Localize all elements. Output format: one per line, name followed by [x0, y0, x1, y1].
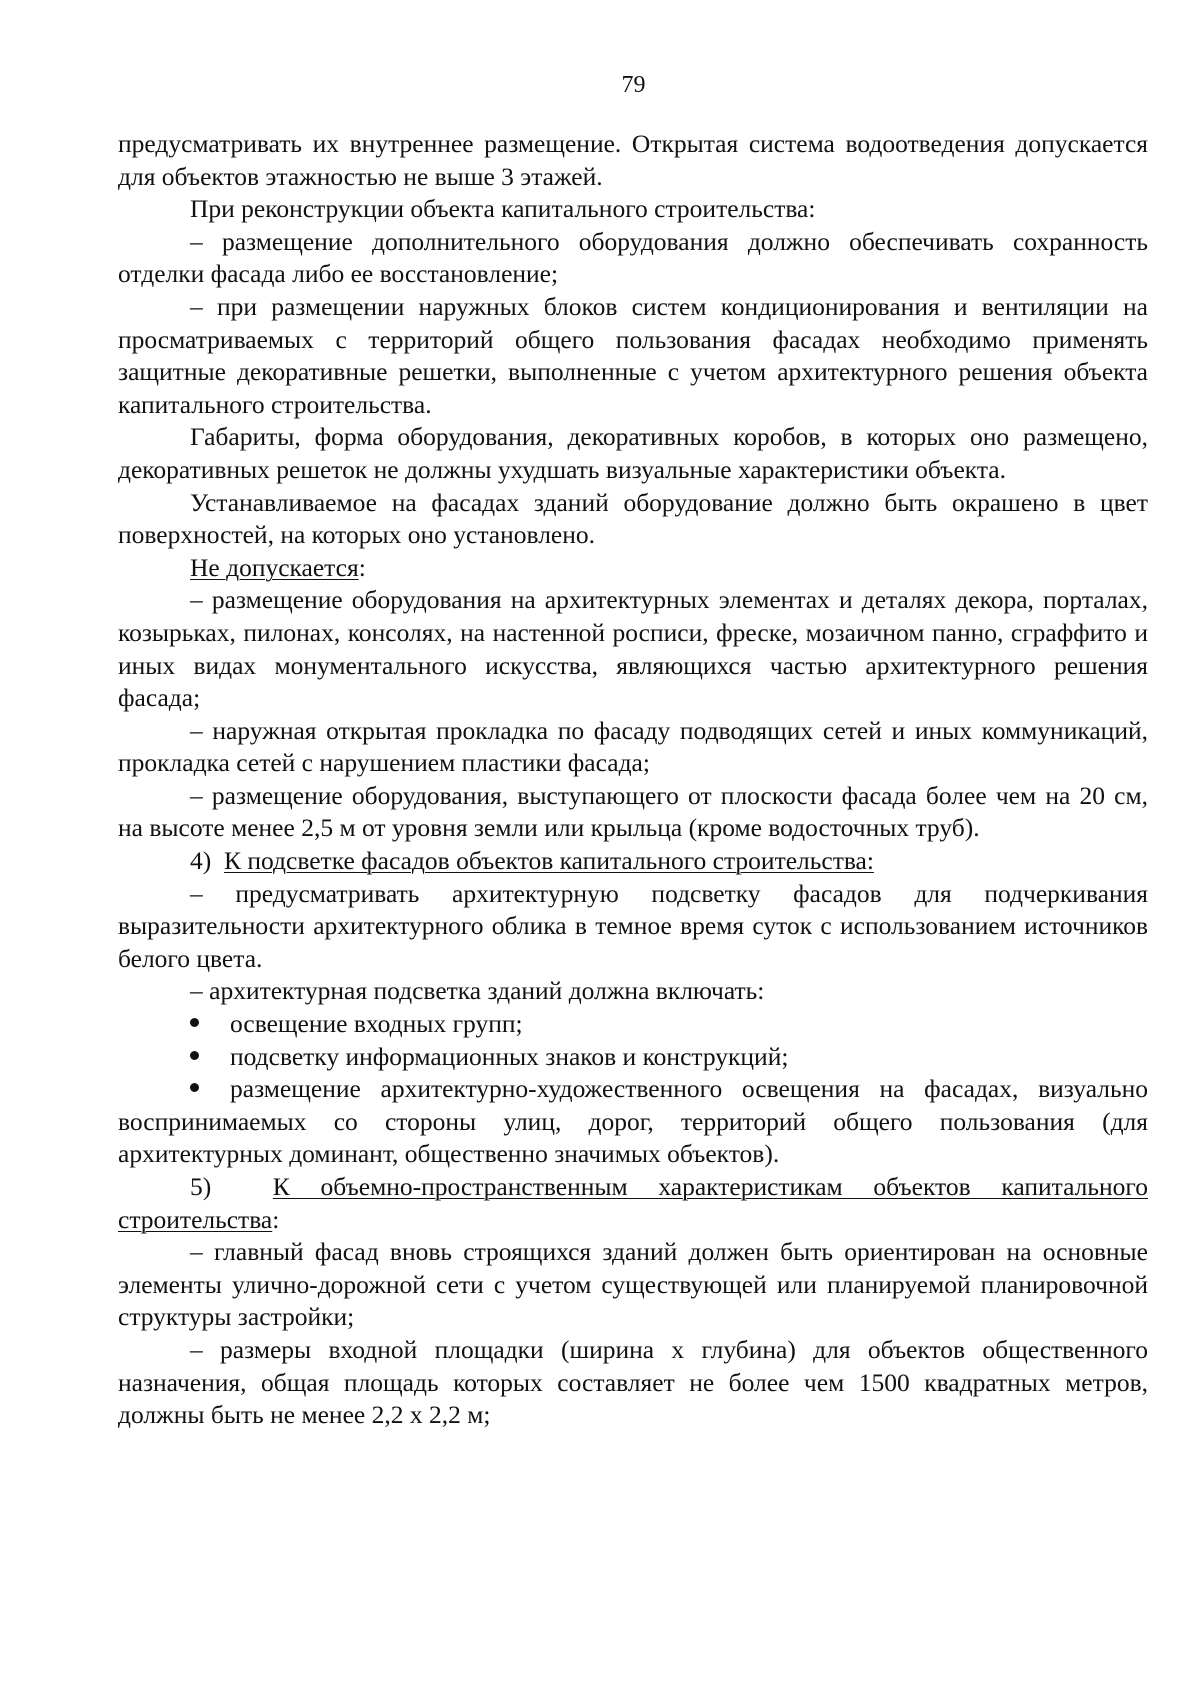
- list-item: – предусматривать архитектурную подсветку фасадов для подчеркивания выразительности архитектурного облика в темное время суток с использованием источников белого цвета.: [118, 878, 1148, 973]
- paragraph: Габариты, форма оборудования, декоративных коробов, в которых оно размещено, декоративных решеток не должны ухудшать визуальные характеристики объекта.: [118, 422, 1148, 484]
- section-title: К подсветке фасадов объектов капитального строительства:: [224, 846, 874, 876]
- bullet-icon: [190, 1041, 230, 1074]
- list-item: – размещение дополнительного оборудования должно обеспечивать сохранность отделки фасада либо ее восстановление;: [118, 226, 1148, 289]
- paragraph: При реконструкции объекта капитального строительства:: [190, 194, 816, 224]
- section-title: К объемно-пространственным характеристикам объектов капитального строительства: [118, 1172, 1148, 1234]
- list-item: – размещение оборудования, выступающего от плоскости фасада более чем на 20 см, на высоте менее 2,5 м от уровня земли или крыльца (кроме водосточных труб).: [118, 780, 1148, 843]
- list-item: – архитектурная подсветка зданий должна включать:: [190, 976, 765, 1006]
- bullet-text: размещение архитектурно-художественного освещения на фасадах, визуально воспринимаемых со стороны улиц, дорог, территорий общего пользования (для архитектурных доминант, общественно значимых объектов).: [118, 1074, 1148, 1169]
- bullet-item: [118, 1008, 1148, 1041]
- section-heading-5: [118, 1171, 1148, 1236]
- subheading-colon: :: [358, 552, 366, 582]
- paragraph: Устанавливаемое на фасадах зданий оборудование должно быть окрашено в цвет поверхностей, на которых оно установлено.: [118, 487, 1148, 550]
- bullet-item: [118, 1041, 1148, 1074]
- section-heading-4: [118, 845, 1148, 878]
- bullet-item: [118, 1073, 1148, 1171]
- paragraph: предусматривать их внутреннее размещение. Открытая система водоотведения допускается для объектов этажностью не выше 3 этажей.: [118, 129, 1148, 191]
- subheading-label: Не допускается: [190, 552, 359, 582]
- bullet-icon: [190, 1008, 230, 1041]
- list-item: – размещение оборудования на архитектурных элементах и деталях декора, порталах, козырьках, пилонах, консолях, на настенной росписи, фреске, мозаичном панно, сграффито и иных видах монументального искусства, являющихся частью архитектурного решения фасада;: [118, 585, 1148, 713]
- section-number: 5): [190, 1172, 212, 1201]
- page-number: 79: [621, 72, 646, 98]
- bullet-text: подсветку информационных знаков и конструкций;: [230, 1041, 789, 1071]
- bullet-text: освещение входных групп;: [230, 1009, 523, 1039]
- bullet-icon: [190, 1083, 199, 1092]
- list-item: – размеры входной площадки (ширина х глубина) для объектов общественного назначения, общая площадь которых составляет не более чем 1500 квадратных метров, должны быть не менее 2,2 х 2,2 м;: [118, 1334, 1148, 1430]
- section-colon: :: [272, 1204, 280, 1234]
- list-item: – главный фасад вновь строящихся зданий должен быть ориентирован на основные элементы улично-дорожной сети с учетом существующей или планируемой планировочной структуры застройки;: [118, 1237, 1148, 1332]
- subheading-not-allowed: [118, 552, 1148, 585]
- section-number: 4): [190, 846, 212, 876]
- document-body: [118, 128, 1148, 1432]
- list-item: – при размещении наружных блоков систем кондиционирования и вентиляции на просматриваемых с территорий общего пользования фасадах необходимо применять защитные декоративные решетки, выполненные с учетом архитектурного решения объекта капитального строительства.: [118, 291, 1148, 419]
- list-item: – наружная открытая прокладка по фасаду подводящих сетей и иных коммуникаций, прокладка сетей с нарушением пластики фасада;: [118, 715, 1148, 778]
